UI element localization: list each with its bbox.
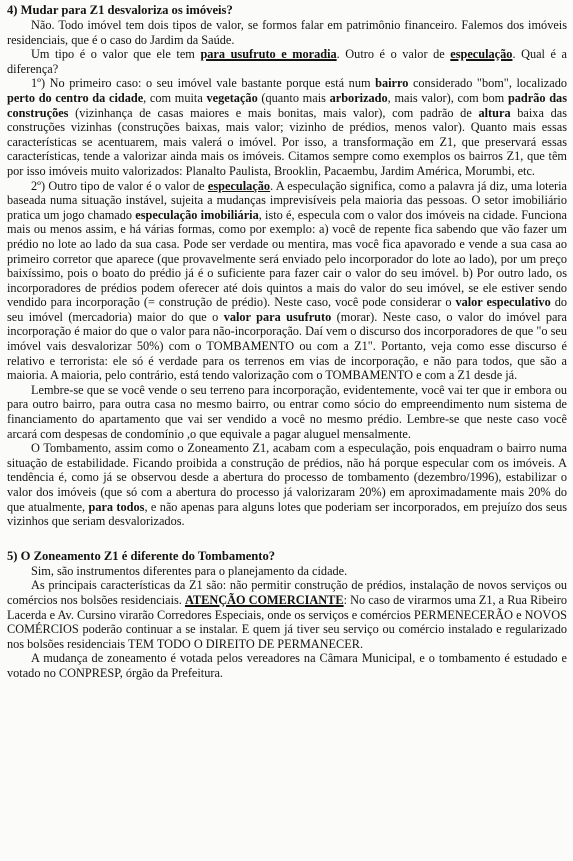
especulacao-emphasis: especulação [450,47,513,62]
section-5-heading: 5) O Zoneamento Z1 é diferente do Tombamento? [7,548,276,563]
section-4-heading: 4) Mudar para Z1 desvaloriza os imóveis? [7,3,233,17]
section-4-paragraph-1: Não. Todo imóvel tem dois tipos de valor, se formos falar em patrimônio financeiro. Falemos dos imóveis residenciais, que é o caso do Jardim da Saúde. [7,18,567,47]
usufruto-emphasis: para usufruto e moradia [200,47,337,62]
section-4-paragraph-2: Um tipo é o valor que ele tem para usufruto e moradia. Outro é o valor de especulação. Qual é a diferença? [7,47,568,76]
section-4-paragraph-5: Lembre-se que se você vende o seu terreno para incorporação, evidentemente, você vai ter que ir embora ou para outro bairro, para outra casa no mesmo bairro, ou entrar como sócio do empreendimento num sistema de financiamento do apartamento que vai ser vendido a você no mesmo prédio. Lembre-se que neste caso você arcará com despesas de condomínio ,o que equivale a pagar aluguel mensalmente. [7,382,567,441]
section-5-paragraph-1: Sim, são instrumentos diferentes para o planejamento da cidade. [31,563,348,578]
section-4-paragraph-6: O Tombamento, assim como o Zoneamento Z1, acabam com a especulação, pois enquadram o bairro numa situação de estabilidade. Ficando proibida a construção de prédios, não há porque especular com os imóveis. A tendência é, como já se observou desde a abertura do processo de tombamento (dezembro/1996), estabilizar o valor dos imóveis (que só com a abertura do processo já valorizaram 20%) em aproximadamente mais 20% do que atualmente, para todos, e não apenas para alguns lotes que poderiam ser incorporados, em prejuízo dos seus vizinhos que seriam desvalorizados. [7,441,567,529]
section-4-paragraph-4: 2º) Outro tipo de valor é o valor de especulação. A especulação significa, como a palavra já diz, uma loteria baseada numa situação instável, sujeita a mudanças imprevisíveis pela maioria das pessoas. O setor imobiliário pratica um jogo chamado especulação imobiliária, isto é, especula com o valor dos imóveis na cidade. Funciona mais ou menos assim, e há várias formas, como por exemplo: a) você de repente fica sabendo que vão fazer um prédio no lote ao lado da sua casa. Pode ser verdade ou mentira, mas você fica apavorado e vende a sua casa ao primeiro corretor que aparece (que provavelmente será enviado pelo incorporador do lote ao lado), por um preço baixíssimo, pois o boato do prédio já é o suficiente para fazer cair o valor do seu imóvel. b) Por outro lado, os incorporadores de prédios podem oferecer até dois quintos a mais do valor do seu imóvel, se ele estiver sendo vendido para incorporação (= construção de prédio). Neste caso, você pode considerar o valor especulativo do seu imóvel (mercadoria) maior do que o valor para usufruto (morar). Neste caso, o valor do imóvel para incorporação é maior do que o valor para não-incorporação. Daí vem o discurso dos incorporadores de que "o seu imóvel vais desvalorizar 50%) com o TOMBAMENTO ou com a Z1". Portanto, veja como esse discurso é relativo e terrorista: ele só é verdade para os terrenos em vias de incorporação, e não para todos, que são a maioria. A maioria, pelo contrário, está tendo valorização com o TOMBAMENTO e com a Z1 desde já. [7,178,567,383]
section-4-paragraph-3: 1º) No primeiro caso: o seu imóvel vale bastante porque está num bairro considerado "bom", localizado perto do centro da cidade, com muita vegetação (quanto mais arborizado, mais valor), com bom padrão das construções (vizinhança de casas maiores e mais bonitas, mais valor), com padrão de altura baixa das construções vizinhas (construções baixas, mais valor; vizinho de prédios, menos valor). Quanto mais essas características se acentuarem, mais valerá o imóvel. Por isso, a transformação em Z1, que preservará essas características, tende a valorizar ainda mais os imóveis. Citamos sempre como exemplos os bairros Z1, que têm por isso imóveis muito valorizados: Planalto Paulista, Brooklin, Pacaembu, Jardim América, Morumbi, etc. [7,76,567,178]
atencao-comerciante-emphasis: ATENÇÃO COMERCIANTE [184,592,344,607]
section-5-paragraph-2: As principais características da Z1 são: não permitir construção de prédios, instalação de novos serviços ou comércios nos bolsões residenciais. ATENÇÃO COMERCIANTE: No caso de virarmos uma Z1, a Rua Ribeiro Lacerda e Av. Cursino virarão Corredores Especiais, onde os serviços e comércios PERMENECERÃO e NOVOS COMÉRCIOS poderão continuar a se instalar. E quem já tiver seu serviço ou comércio instalado e regularizado nos bolsões residenciais TEM TODO O DIREITO DE PERMANECER. [7,578,567,651]
section-5-paragraph-3: A mudança de zoneamento é votada pelos vereadores na Câmara Municipal, e o tombamento é estudado e votado no CONPRESP, órgão da Prefeitura. [7,651,567,680]
